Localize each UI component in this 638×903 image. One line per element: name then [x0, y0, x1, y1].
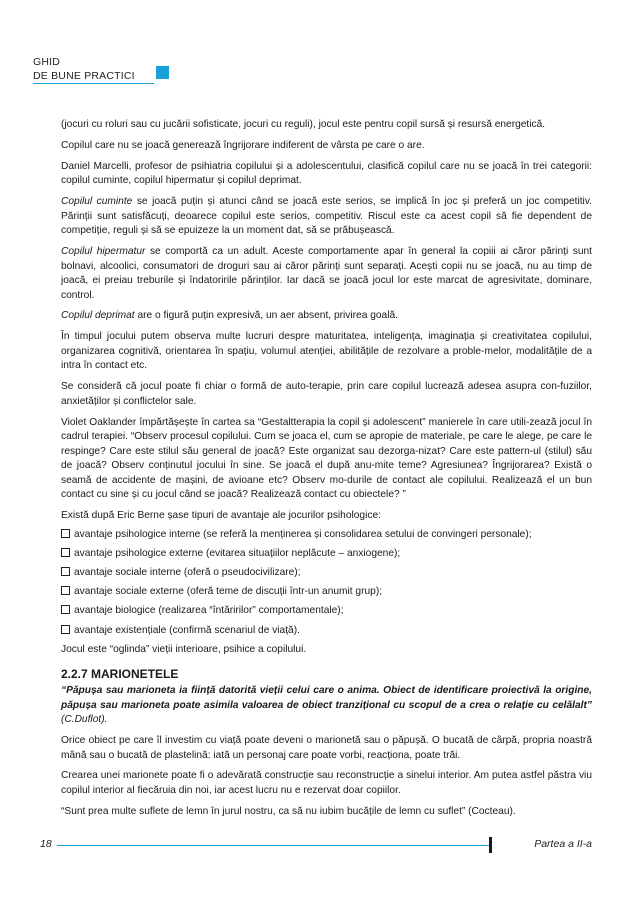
- list-item: [61, 547, 592, 562]
- paragraph-hipermatur: [61, 245, 592, 303]
- footer-mark: [489, 837, 492, 853]
- header-rule: [33, 83, 154, 84]
- checkbox-bullet-icon: [61, 529, 70, 538]
- paragraph: Există după Eric Berne șase tipuri de avantaje ale jocurilor psihologice:: [61, 510, 381, 522]
- list-item: [61, 566, 592, 581]
- header-line-2: DE BUNE PRACTICI: [33, 70, 135, 82]
- section-heading: 2.2.7 MARIONETELE: [61, 667, 179, 682]
- quote-text: “Păpușa sau marioneta ia ființă datorită vieții celui care o anima. Obiect de identificare proiectivă la origine, păpușa sau marioneta poate asimila valoarea de obiect tranzițional cu scopul de a crea o relație cu celălalt”: [61, 685, 592, 711]
- list-item-text: avantaje sociale externe (oferă teme de discuții într-un anumit grup);: [74, 586, 383, 598]
- quote-author: (C.Duflot).: [61, 714, 108, 726]
- list-item: [61, 624, 592, 639]
- checkbox-bullet-icon: [61, 605, 70, 614]
- term-hipermatur: Copilul hipermatur: [61, 246, 146, 258]
- paragraph: “Sunt prea multe suflete de lemn în jurul nostru, ca să nu iubim bucățile de lemn cu suflet” (Cocteau).: [61, 805, 516, 817]
- list-item-text: avantaje biologice (realizarea “întăririlor” comportamentale);: [74, 605, 344, 617]
- paragraph-cuminte: [61, 195, 592, 239]
- running-header: [33, 55, 135, 83]
- page-body: [61, 118, 592, 826]
- list-item: [61, 604, 592, 619]
- paragraph: Copilul care nu se joacă generează îngrijorare indiferent de vârsta pe care o are.: [61, 139, 425, 151]
- footer-rule: [57, 845, 490, 846]
- paragraph-text: are o figură puțin expresivă, un aer absent, privirea goală.: [134, 310, 398, 322]
- paragraph: Daniel Marcelli, profesor de psihiatria copilului și a adolescentului, clasifică copilul care nu se joacă în trei categorii: copilul cuminte, copilul hipermatur și copilul deprimat.: [61, 160, 592, 187]
- checkbox-bullet-icon: [61, 586, 70, 595]
- list-item-text: avantaje sociale interne (oferă o pseudocivilizare);: [74, 567, 301, 579]
- page-number: 18: [40, 838, 52, 850]
- paragraph: În timpul jocului putem observa multe lucruri despre maturitatea, inteligența, imaginația și creativitatea copilului, organizarea cognitivă, orientarea în spațiu, volumul atenției, abilitățile de rezolvare a proble-melor, modalitățile de a intra în contact etc.: [61, 331, 592, 372]
- list-item-text: avantaje existențiale (confirmă scenariul de viață).: [74, 624, 300, 636]
- paragraph: Orice obiect pe care îl investim cu viață poate deveni o marionetă sau o păpușă. O bucată de cârpă, propria noastră mână sau o bucată de plastelină: iată un personaj care poate vorbi, reacționa, poate trăi.: [61, 735, 592, 761]
- list-item-text: avantaje psihologice interne (se referă la menținerea și consolidarea setului de convingeri personale);: [74, 529, 532, 541]
- paragraph: Crearea unei marionete poate fi o adevărată construcție sau reconstrucție a sinelui interior. Am putea astfel păstra viu copilul interior al fiecăruia din noi, iar acest lucru nu e rezervat doar copiilor.: [61, 770, 592, 796]
- paragraph: (jocuri cu roluri sau cu jucării sofisticate, jocuri cu reguli), jocul este pentru copil sursă și resursă energetică.: [61, 119, 546, 130]
- checkbox-bullet-icon: [61, 625, 70, 634]
- list-item: [61, 585, 592, 600]
- paragraph: Jocul este “oglinda” vieții interioare, psihice a copilului.: [61, 643, 307, 655]
- list-item: [61, 528, 592, 543]
- footer-part-label: Partea a II-a: [534, 838, 592, 850]
- header-square-mark: [156, 66, 169, 79]
- section-quote: [61, 684, 592, 728]
- term-cuminte: Copilul cuminte: [61, 196, 133, 208]
- paragraph: Violet Oaklander împărtășește în cartea sa “Gestaltterapia la copil și adolescent” manierele în care utili-zează jocul în cadrul terapiei. “Observ procesul copilului. Cum se joaca el, cum se apropie de materiale, pe care le alege, pe care le respinge? Care este stilul său general de joacă? Este organizat sau dezorga-nizat? Care este pattern-ul (stilul) său de joacă? Observ conținutul jocului în sine. Se joacă el după anu-mite teme? Agresiunea? Îngrijorarea? Există o seamă de accidente de mașini, de avioane etc? Observ mo-durile de contact ale copilului. Realizează el un bun contact cu sine și cu jocul când se joacă? Realizează contact cu obiectele? ”: [61, 416, 592, 501]
- paragraph: Se consideră că jocul poate fi chiar o formă de auto-terapie, prin care copilul lucrează adesea asupra con-fuziilor, anxietăților și conflictelor sale.: [61, 381, 592, 407]
- header-line-1: GHID: [33, 56, 61, 68]
- checkbox-bullet-icon: [61, 548, 70, 557]
- paragraph-text: se comportă ca un adult. Aceste comportamente apar în general la copiii ai căror părinți sunt bolnavi, alcoolici, consumatori de droguri sau ai căror părinți sunt separați. Acești copii nu se joacă, nu au timp de joacă, ei preiau treburile și îndatoririle părinților. Iar dacă se joacă jocul lor este marcat de agresivitate, dominare, control.: [61, 246, 593, 301]
- checkbox-bullet-icon: [61, 567, 70, 576]
- paragraph-deprimat: [61, 309, 592, 324]
- term-deprimat: Copilul deprimat: [61, 310, 135, 322]
- list-item-text: avantaje psihologice externe (evitarea situațiilor neplăcute – anxiogene);: [74, 548, 401, 560]
- paragraph-text: se joacă puțin și atunci când se joacă este serios, se implică în joc și preferă un joc competitiv. Părinții sunt satisfăcuți, deoarece copilul este serios, competitiv. Riscul este ca acest copil să fie dependent de competiție, reguli și să se epuizeze la un moment dat, să se prăbușească.: [61, 196, 592, 237]
